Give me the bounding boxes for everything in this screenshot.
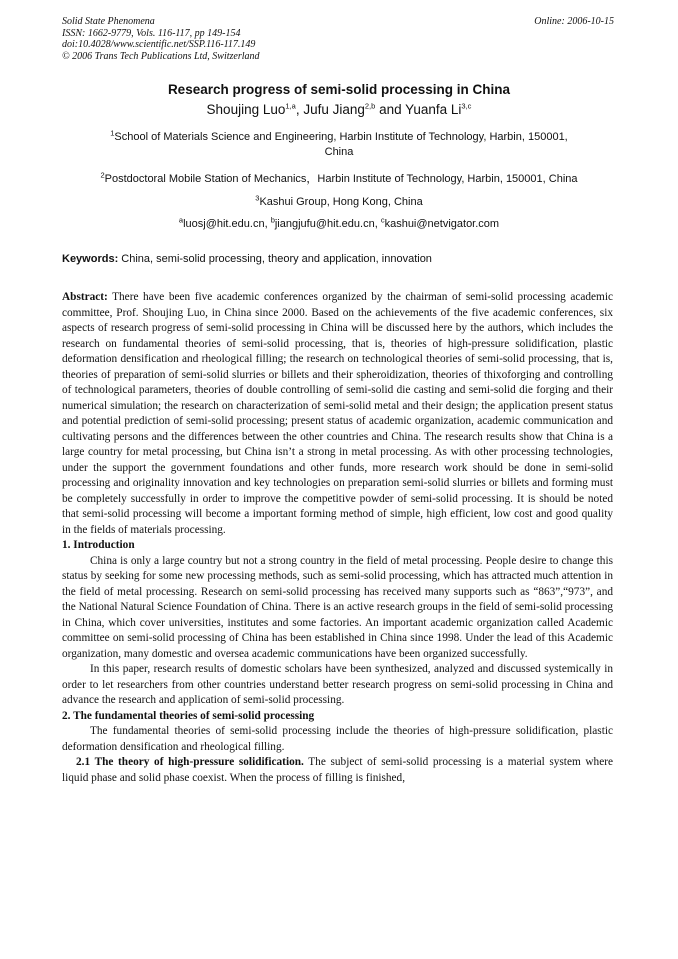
- email-marker: a: [178, 215, 184, 225]
- journal-name: Solid State Phenomena: [62, 16, 155, 27]
- email-line: [62, 217, 616, 232]
- keywords-label: Keywords:: [62, 253, 119, 265]
- email-marker: c: [380, 215, 385, 225]
- affiliation-text: Kashui Group, Hong Kong, China: [259, 196, 423, 208]
- section-heading: 2. The fundamental theories of semi-solid processing: [62, 709, 315, 722]
- author-separator: and: [375, 102, 406, 117]
- email-marker: b: [270, 215, 275, 225]
- author-separator: ,: [295, 102, 304, 117]
- copyright-line: © 2006 Trans Tech Publications Ltd, Switzerland: [62, 50, 260, 62]
- affiliation-marker: 1: [110, 128, 115, 138]
- author-name: Shoujing Luo: [206, 102, 286, 117]
- affiliation-marker: 2: [100, 170, 105, 180]
- paragraph: The fundamental theories of semi-solid processing include the theories of high-pressure solidification, plastic deformation densification and rheological filling.: [62, 725, 613, 753]
- abstract-label: Abstract:: [62, 291, 108, 303]
- affiliation-marker: 3: [255, 193, 260, 203]
- email-address[interactable]: jiangjufu@hit.edu.cn,: [274, 218, 381, 230]
- paper-title: Research progress of semi-solid processing in China: [167, 82, 511, 97]
- author-line: [0, 102, 678, 117]
- subsection-paragraph: [62, 755, 613, 786]
- affiliation-1: [62, 130, 616, 160]
- affiliation-text: School of Materials Science and Engineering, Harbin Institute of Technology, Harbin, 150001,: [114, 131, 568, 143]
- keywords-text: China, semi-solid processing, theory and application, innovation: [118, 253, 432, 265]
- abstract-text: There have been five academic conferences organized by the chairman of semi-solid processing academic committee, Prof. Shoujing Luo, in China since 2000. Based on the achievements of the five academic conferences, six aspects of research progress of semi-solid processing in China will be discussed here by the authors, which includes the research on fundamental theories of semi-solid processing, that is, theories of high-pressure solidification, plastic deformation densification and rheological filling; the research on technological theories of semi-solid processing, that is, theories of preparation of semi-solid slurries or billets and their spheroidization, theories of thixoforging and controlling of technological parameters, theories of double controlling of semi-solid die casting and semi-solid die forging and their numerical simulation; the research on characterization of semi-solid metal and their design; the application present status and potential prediction of semi-solid processing; present status of academic organization, academic communication and cultivating persons and the differences between the other countries and China. The research results show that China is a large country for metal processing, but China isn’t a strong in metal processing. As with other processing technologies, under the support the government foundations and other funds, more research work should be done in semi-solid processing and originality innovation and key technologies on preparation semi-solid slurries or billets and forming must be completely successfully in order to improve the competitive powder of semi-solid processing. It is should be noted that semi-solid processing will become a important forming method of simple, high efficient, low cost and good quality in the fields of materials processing.: [62, 291, 613, 536]
- doi-line[interactable]: doi:10.4028/www.scientific.net/SSP.116-117.149: [62, 39, 256, 50]
- subsection-heading: 2.1 The theory of high-pressure solidification.: [76, 756, 304, 768]
- affiliation-3: [62, 195, 616, 210]
- paragraph: In this paper, research results of domestic scholars have been synthesized, analyzed and discussed systemically in order to let researchers from other countries understand better research progress on semi-solid processing in China and advance the research and application of semi-solid processing.: [62, 663, 613, 706]
- keywords: [62, 253, 432, 265]
- author-marker: 1,a: [285, 101, 296, 111]
- author-marker: 3,c: [461, 101, 472, 111]
- affiliation-text: Postdoctoral Mobile Station of Mechanics，Harbin Institute of Technology, Harbin, 150001, China: [104, 173, 578, 185]
- affiliation-2: [40, 172, 638, 187]
- abstract: [62, 290, 613, 538]
- author-name: Yuanfa Li: [405, 102, 462, 117]
- affiliation-text: China: [324, 146, 354, 158]
- email-address[interactable]: kashui@netvigator.com: [384, 218, 500, 230]
- author-name: Jufu Jiang: [303, 102, 365, 117]
- issn-line: ISSN: 1662-9779, Vols. 116-117, pp 149-154: [62, 27, 241, 39]
- section-heading: 1. Introduction: [62, 539, 135, 551]
- email-address[interactable]: luosj@hit.edu.cn,: [183, 218, 271, 230]
- paper-body: [62, 290, 613, 786]
- journal-header: [62, 16, 260, 62]
- online-date: Online: 2006-10-15: [534, 16, 614, 27]
- paragraph: China is only a large country but not a strong country in the field of metal processing. People desire to change this status by seeking for some new processing methods, such as semi-solid processing, which has attracted much attention in the field of metal processing. Research on semi-solid processing has received many supports such as “863”,“973”, and the National Natural Science Foundation of China. There is an active research groups in the field of semi-solid processing in China, which cover universities, institutes and some factories. An important academic organization called Academic committee on semi-solid processing of China has been established in China since 1998. Under the lead of this Academic organization, many domestic and oversea academic communications have been organized successfully.: [62, 554, 613, 660]
- subsection-text: The subject of semi-solid processing is a material system where liquid phase and solid phase coexist. When the process of filling is finished,: [62, 756, 613, 784]
- author-marker: 2,b: [364, 101, 376, 111]
